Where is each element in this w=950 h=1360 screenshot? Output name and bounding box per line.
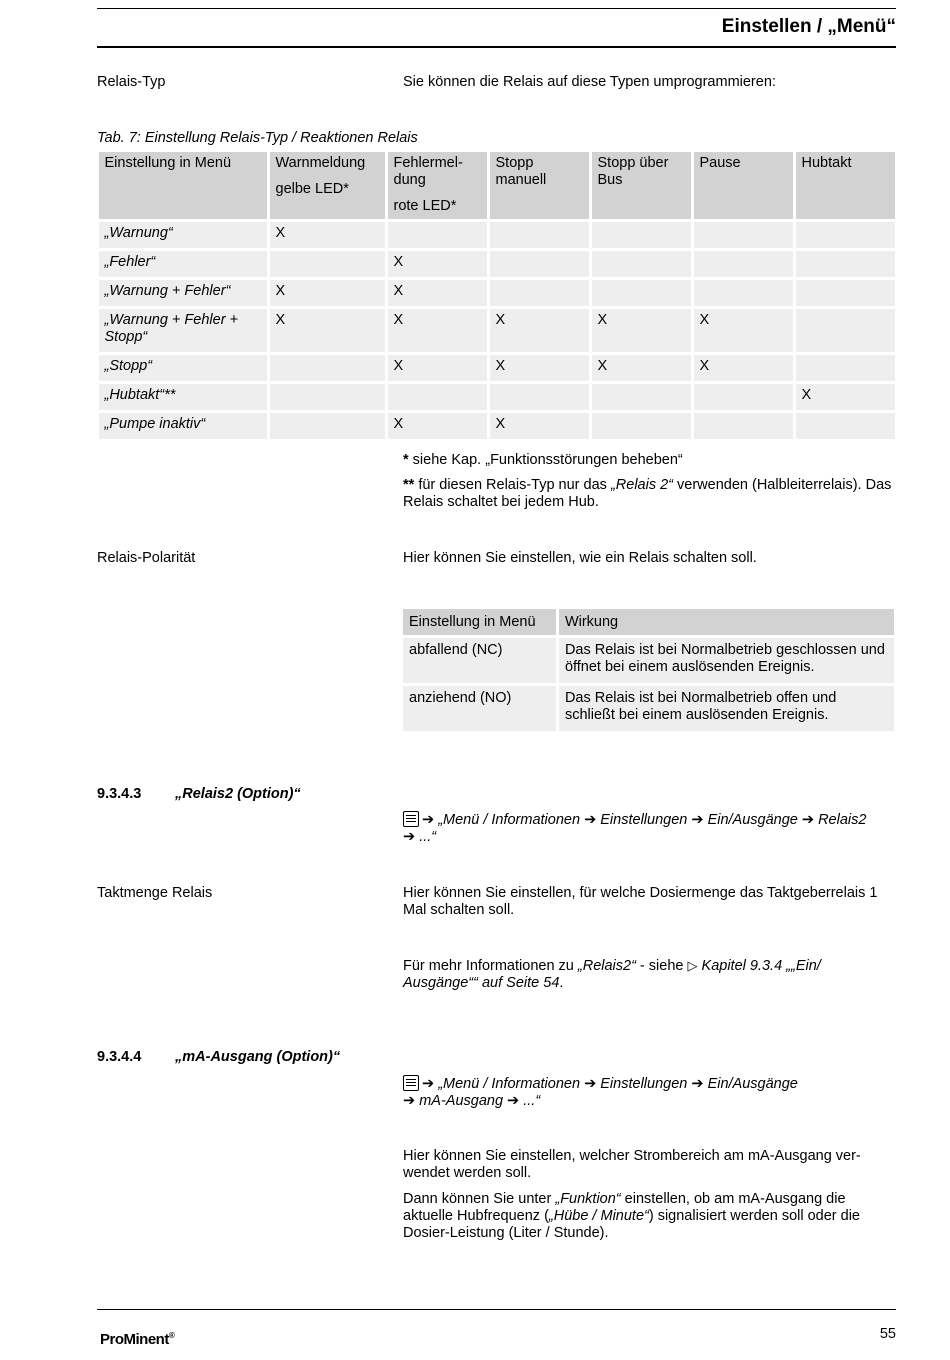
table-cell (694, 280, 793, 306)
table-row (99, 384, 895, 410)
table-cell (388, 222, 487, 248)
column-header: Stopp manuell (490, 152, 589, 219)
table-row (99, 355, 895, 381)
table-cell (592, 222, 691, 248)
column-header: Einstellung in Menü (403, 609, 556, 635)
table-cell: X (388, 413, 487, 439)
table-row (403, 638, 894, 683)
table-cell: X (388, 280, 487, 306)
table-row (403, 686, 894, 731)
table-cell (796, 355, 895, 381)
table-cell (270, 384, 385, 410)
table-cell: X (388, 309, 487, 352)
table-cell: anziehend (NO) (403, 686, 556, 731)
table-cell: X (694, 355, 793, 381)
row-label-cell: „Fehler“ (99, 251, 267, 277)
reference-arrow-icon: ▷ (687, 958, 698, 973)
menu-list-icon (403, 811, 419, 827)
table-caption: Tab. 7: Einstellung Relais-Typ / Reaktionen Relais (97, 130, 418, 146)
table-cell: Das Relais ist bei Normalbetrieb offen und schließt bei einem auslösenden Ereignis. (559, 686, 894, 731)
page-number: 55 (879, 1326, 896, 1342)
taktmenge-reference: Für mehr Informationen zu „Relais2“ - siehe ▷ Kapitel 9.3.4 „„Ein/ Ausgänge““ auf Seite 54. (403, 958, 821, 991)
table-cell (270, 251, 385, 277)
footnote-2: ** für diesen Relais-Typ nur das „Relais 2“ verwenden (Halbleiterrelais). Das Relais schaltet bei jedem Hub. (403, 477, 892, 510)
table-cell: X (490, 413, 589, 439)
table-cell: X (490, 355, 589, 381)
column-header: Warnmeldung gelbe LED* (270, 152, 385, 219)
table-row (99, 309, 895, 352)
relais-typ-table (96, 149, 898, 442)
table-cell (796, 309, 895, 352)
table-cell: abfallend (NC) (403, 638, 556, 683)
table-row (99, 222, 895, 248)
column-header: Wirkung (559, 609, 894, 635)
table-cell (270, 413, 385, 439)
relais-typ-label: Relais-Typ (97, 74, 166, 90)
table-cell: X (388, 355, 487, 381)
table-cell (592, 280, 691, 306)
table-cell (694, 413, 793, 439)
column-header: Hubtakt (796, 152, 895, 219)
table-cell (694, 384, 793, 410)
table-cell: X (694, 309, 793, 352)
table-cell (490, 251, 589, 277)
table-cell (694, 251, 793, 277)
section-title: „Relais2 (Option)“ (175, 786, 301, 802)
section-title: „mA-Ausgang (Option)“ (175, 1049, 341, 1065)
table-cell: Das Relais ist bei Normalbetrieb geschlossen und öffnet bei einem auslösenden Ereignis. (559, 638, 894, 683)
menu-path-relais2: ➔ „Menü / Informationen ➔ Einstellungen ➔ Ein/Ausgänge ➔ Relais2 ➔ ...“ (403, 812, 867, 845)
table-cell (388, 384, 487, 410)
chapter-link[interactable]: Kapitel 9.3.4 „„Ein/ Ausgänge““ auf Seite 54 (403, 958, 821, 991)
table-cell (796, 222, 895, 248)
prominent-logo: ProMinent® (100, 1331, 175, 1348)
column-header: Fehlermel- dung rote LED* (388, 152, 487, 219)
table-cell: X (592, 355, 691, 381)
column-header: Pause (694, 152, 793, 219)
row-label-cell: „Warnung + Fehler + Stopp“ (99, 309, 267, 352)
table-cell: X (592, 309, 691, 352)
table-cell: X (388, 251, 487, 277)
table-cell (796, 413, 895, 439)
row-label-cell: „Stopp“ (99, 355, 267, 381)
header-rule (97, 46, 896, 48)
section-number: 9.3.4.4 (97, 1049, 142, 1065)
table-cell: X (270, 280, 385, 306)
page-header-title: Einstellen / „Menü“ (721, 16, 896, 37)
table-row (99, 413, 895, 439)
table-cell (694, 222, 793, 248)
table-cell (796, 280, 895, 306)
relais-polaritaet-table (400, 606, 897, 734)
relais-polaritaet-text: Hier können Sie einstellen, wie ein Relais schalten soll. (403, 550, 757, 566)
table-header-row (99, 152, 895, 219)
menu-path-ma-ausgang: ➔ „Menü / Informationen ➔ Einstellungen ➔ Ein/Ausgänge ➔ mA-Ausgang ➔ ...“ (403, 1076, 798, 1109)
row-label-cell: „Hubtakt“** (99, 384, 267, 410)
column-header: Einstellung in Menü (99, 152, 267, 219)
ma-ausgang-text: Hier können Sie einstellen, welcher Strombereich am mA-Ausgang ver-wendet werden soll. Dann können Sie unter „Funktion“ einstellen, ob am mA-Ausgang die aktuelle Hubfrequenz („Hübe / Minute“) signalisiert werden soll oder die Dosier-Leistung (Liter / Stunde). (403, 1148, 861, 1241)
table-cell (490, 384, 589, 410)
relais-typ-text: Sie können die Relais auf diese Typen umprogrammieren: (403, 74, 776, 90)
table-cell: X (796, 384, 895, 410)
relais-polaritaet-label: Relais-Polarität (97, 550, 196, 566)
column-header: Stopp über Bus (592, 152, 691, 219)
table-cell (270, 355, 385, 381)
table-header-row (403, 609, 894, 635)
table-cell (490, 280, 589, 306)
row-label-cell: „Warnung + Fehler“ (99, 280, 267, 306)
table-row (99, 280, 895, 306)
footnote-1: * siehe Kap. „Funktionsstörungen beheben“ (403, 452, 683, 468)
table-cell: X (490, 309, 589, 352)
footer-rule (97, 1309, 896, 1310)
row-label-cell: „Warnung“ (99, 222, 267, 248)
table-cell (592, 384, 691, 410)
table-cell (592, 413, 691, 439)
menu-list-icon (403, 1075, 419, 1091)
row-label-cell: „Pumpe inaktiv“ (99, 413, 267, 439)
top-rule (97, 8, 896, 9)
table-cell: X (270, 222, 385, 248)
section-number: 9.3.4.3 (97, 786, 142, 802)
taktmenge-label: Taktmenge Relais (97, 885, 213, 901)
table-cell (592, 251, 691, 277)
table-row (99, 251, 895, 277)
table-cell (796, 251, 895, 277)
table-cell (490, 222, 589, 248)
taktmenge-text: Hier können Sie einstellen, für welche Dosiermenge das Taktgeberrelais 1 Mal schalten soll. (403, 885, 878, 918)
table-cell: X (270, 309, 385, 352)
